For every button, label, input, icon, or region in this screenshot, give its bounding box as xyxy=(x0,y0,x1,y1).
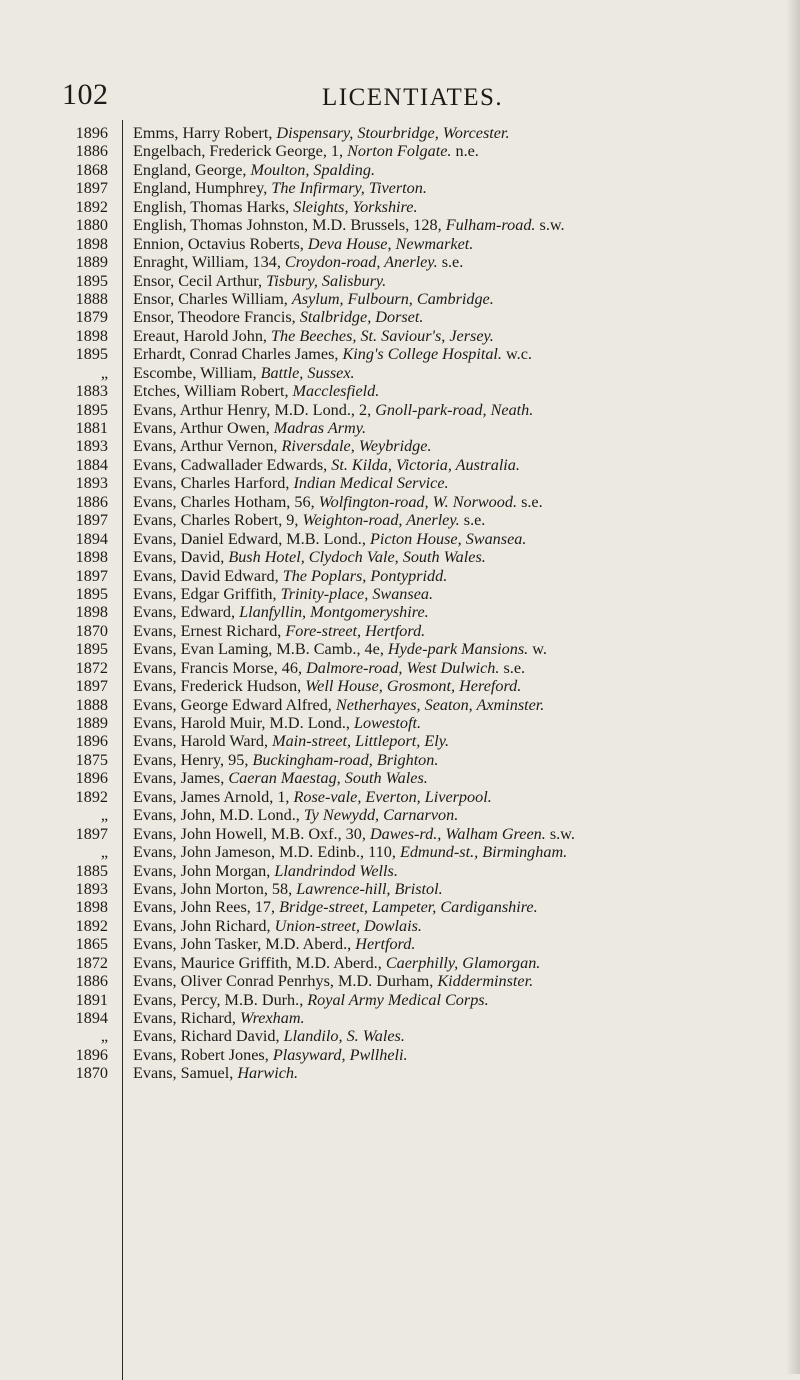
entry-name: Ennion, Octavius Roberts, xyxy=(133,234,308,253)
entry-year: 1894 xyxy=(75,1009,108,1027)
page-edge-shadow xyxy=(786,0,800,1374)
entry-row xyxy=(133,1046,791,1064)
entry-address: Hertford. xyxy=(355,935,416,954)
entry-row xyxy=(133,567,791,585)
entry-address: Plasyward, Pwllheli. xyxy=(272,1045,408,1064)
entry-name: England, Humphrey, xyxy=(133,179,272,198)
entry-address: Wrexham. xyxy=(240,1009,305,1027)
entry-row xyxy=(133,142,791,160)
entry-address: Llanfyllin, Montgomeryshire. xyxy=(239,603,429,622)
entry-address: Fulham-road. xyxy=(445,216,536,235)
entry-name: Engelbach, Frederick George, 1, xyxy=(133,142,348,161)
entry-address: Trinity-place, Swansea. xyxy=(280,584,434,603)
entry-name: Evans, Frederick Hudson, xyxy=(133,677,306,696)
entry-row xyxy=(133,272,791,290)
entry-address: Weighton-road, Anerley. xyxy=(302,511,460,530)
entry-year: 1872 xyxy=(75,658,108,677)
entry-district: n.e. xyxy=(451,142,479,161)
entry-year: 1892 xyxy=(75,916,108,935)
entry-row xyxy=(133,825,791,843)
entry-address: Llandilo, S. Wales. xyxy=(283,1027,405,1046)
entry-year: 1896 xyxy=(75,732,108,751)
entry-year: 1888 xyxy=(75,695,108,714)
entry-address: Picton House, Swansea. xyxy=(369,529,527,548)
entry-year: 1891 xyxy=(75,990,108,1009)
entry-address: King's College Hospital. xyxy=(342,345,502,364)
entry-year: „ xyxy=(100,806,108,825)
entry-row xyxy=(133,751,791,769)
entry-year: 1892 xyxy=(75,787,108,806)
entry-name: Evans, Richard David, xyxy=(133,1027,284,1046)
entry-row xyxy=(133,917,791,935)
entry-row xyxy=(133,437,791,455)
entry-year: 1875 xyxy=(75,750,108,769)
entry-year: 1893 xyxy=(75,879,108,898)
entry-year: 1885 xyxy=(75,861,108,880)
entry-address: Harwich. xyxy=(237,1064,299,1083)
year-column xyxy=(60,124,112,1083)
entry-name: Evans, Arthur Henry, M.D. Lond., 2, xyxy=(133,400,376,419)
entry-name: Evans, Arthur Vernon, xyxy=(133,437,282,456)
entry-address: Croydon-road, Anerley. xyxy=(284,253,438,272)
entry-address: Ty Newydd, Carnarvon. xyxy=(303,806,459,825)
entry-row xyxy=(133,1009,791,1027)
entry-district: s.e. xyxy=(437,253,464,272)
entry-address: Union-street, Dowlais. xyxy=(274,916,422,935)
entry-address: Gnoll-park-road, Neath. xyxy=(375,400,534,419)
entry-year: 1880 xyxy=(75,216,108,235)
entry-address: Well House, Grosmont, Hereford. xyxy=(305,677,522,696)
entry-address: Bridge-street, Lampeter, Cardiganshire. xyxy=(279,898,538,917)
entry-address: Dispensary, Stourbridge, Worcester. xyxy=(276,124,510,142)
entry-name: Emms, Harry Robert, xyxy=(133,124,277,142)
entry-district: w.c. xyxy=(501,345,532,364)
entry-name: Evans, John Morton, 58, xyxy=(133,879,297,898)
entry-year: 1881 xyxy=(75,419,108,437)
entry-name: Evans, George Edward Alfred, xyxy=(133,695,336,714)
entry-row xyxy=(133,972,791,990)
entries-list xyxy=(133,124,791,1083)
entry-row xyxy=(133,235,791,253)
entry-row xyxy=(133,253,791,271)
entry-name: Evans, Charles Harford, xyxy=(133,474,294,493)
entry-year: 1896 xyxy=(75,124,108,142)
entry-address: Indian Medical Service. xyxy=(293,474,449,493)
entry-year: 1886 xyxy=(75,492,108,511)
entry-year: 1884 xyxy=(75,455,108,474)
entry-year: 1886 xyxy=(75,972,108,991)
entry-row xyxy=(133,640,791,658)
entry-row xyxy=(133,1064,791,1082)
entry-name: Evans, Daniel Edward, M.B. Lond., xyxy=(133,529,370,548)
entry-district: s.e. xyxy=(499,658,526,677)
entry-name: Escombe, William, xyxy=(133,363,261,382)
entry-row xyxy=(133,530,791,548)
entry-year: 1898 xyxy=(75,898,108,917)
entry-row xyxy=(133,677,791,695)
entry-address: Edmund-st., Birmingham. xyxy=(399,843,568,862)
entry-name: English, Thomas Harks, xyxy=(133,197,294,216)
entry-year: 1868 xyxy=(75,160,108,179)
entry-address: Netherhayes, Seaton, Axminster. xyxy=(335,695,545,714)
entry-year: 1892 xyxy=(75,197,108,216)
entry-year: 1894 xyxy=(75,529,108,548)
entry-name: Evans, Maurice Griffith, M.D. Aberd., xyxy=(133,953,386,972)
entry-name: Evans, Oliver Conrad Penrhys, M.D. Durham, xyxy=(133,972,438,991)
entry-row xyxy=(133,511,791,529)
entry-name: Ensor, Charles William, xyxy=(133,289,292,308)
entry-year: 1896 xyxy=(75,1045,108,1064)
entry-address: Lawrence-hill, Bristol. xyxy=(296,879,443,898)
entry-district: s.w. xyxy=(545,824,575,843)
entry-name: Etches, William Robert, xyxy=(133,382,293,401)
entry-name: Evans, John, M.D. Lond., xyxy=(133,806,304,825)
entry-name: Evans, John Morgan, xyxy=(133,861,275,880)
entry-name: Evans, Cadwallader Edwards, xyxy=(133,455,332,474)
entry-row xyxy=(133,732,791,750)
entry-year: 1897 xyxy=(75,824,108,843)
entry-year: 1897 xyxy=(75,511,108,530)
entry-name: English, Thomas Johnston, M.D. Brussels, 128, xyxy=(133,216,446,235)
entry-address: Caeran Maestag, South Wales. xyxy=(228,769,428,788)
entry-name: Evans, Harold Ward, xyxy=(133,732,273,751)
entry-address: Fore-street, Hertford. xyxy=(285,621,426,640)
entry-year: 1870 xyxy=(75,621,108,640)
entry-district: s.w. xyxy=(535,216,565,235)
entry-address: Dawes-rd., Walham Green. xyxy=(369,824,546,843)
entry-name: Evans, Francis Morse, 46, xyxy=(133,658,307,677)
entry-name: Evans, Charles Hotham, 56, xyxy=(133,492,319,511)
entry-year: 1897 xyxy=(75,677,108,696)
entry-year: 1893 xyxy=(75,437,108,456)
entry-address: Bush Hotel, Clydoch Vale, South Wales. xyxy=(228,548,486,567)
entry-year: 1897 xyxy=(75,566,108,585)
entry-address: Royal Army Medical Corps. xyxy=(307,990,489,1009)
entry-year: 1883 xyxy=(75,382,108,401)
entry-address: The Beeches, St. Saviour's, Jersey. xyxy=(271,326,494,345)
entry-name: Evans, David, xyxy=(133,548,229,567)
entry-name: Ensor, Theodore Francis, xyxy=(133,308,300,327)
column-rule xyxy=(122,120,123,1380)
entry-name: Evans, John Richard, xyxy=(133,916,275,935)
entry-year: 1897 xyxy=(75,179,108,198)
entry-row xyxy=(133,308,791,326)
entry-year: „ xyxy=(100,1027,108,1046)
entry-address: The Infirmary, Tiverton. xyxy=(271,179,427,198)
entry-year: „ xyxy=(100,843,108,862)
entry-row xyxy=(133,843,791,861)
entry-name: Ereaut, Harold John, xyxy=(133,326,272,345)
entry-row xyxy=(133,216,791,234)
entry-address: Norton Folgate. xyxy=(347,142,452,161)
entry-address: Moulton, Spalding. xyxy=(250,160,376,179)
entry-name: Evans, David Edward, xyxy=(133,566,283,585)
entry-address: St. Kilda, Victoria, Australia. xyxy=(331,455,520,474)
entry-row xyxy=(133,862,791,880)
entry-name: Evans, Richard, xyxy=(133,1009,240,1027)
entry-name: Evans, John Howell, M.B. Oxf., 30, xyxy=(133,824,370,843)
entry-year: 1870 xyxy=(75,1064,108,1083)
running-head: LICENTIATES. xyxy=(322,84,504,111)
entry-row xyxy=(133,991,791,1009)
entry-row xyxy=(133,382,791,400)
entry-name: Evans, Samuel, xyxy=(133,1064,238,1083)
entry-row xyxy=(133,806,791,824)
entry-name: Evans, Henry, 95, xyxy=(133,750,253,769)
entry-year: 1898 xyxy=(75,548,108,567)
entry-address: Tisbury, Salisbury. xyxy=(266,271,387,290)
entry-name: Evans, Charles Robert, 9, xyxy=(133,511,303,530)
entry-name: Evans, James Arnold, 1, xyxy=(133,787,294,806)
entry-address: Rose-vale, Everton, Liverpool. xyxy=(293,787,492,806)
entry-name: Enraght, William, 134, xyxy=(133,253,285,272)
entry-name: Ensor, Cecil Arthur, xyxy=(133,271,267,290)
entry-year: 1888 xyxy=(75,289,108,308)
entry-name: Evans, John Jameson, M.D. Edinb., 110, xyxy=(133,843,400,862)
entry-address: Caerphilly, Glamorgan. xyxy=(385,953,541,972)
entry-year: 1895 xyxy=(75,271,108,290)
entry-name: Evans, Edward, xyxy=(133,603,240,622)
entry-name: Evans, Edgar Griffith, xyxy=(133,584,281,603)
entry-row xyxy=(133,401,791,419)
entry-address: Kidderminster. xyxy=(437,972,534,991)
entry-name: Evans, Ernest Richard, xyxy=(133,621,286,640)
entry-address: Hyde-park Mansions. xyxy=(387,640,529,659)
entry-address: Wolfington-road, W. Norwood. xyxy=(318,492,518,511)
entry-row xyxy=(133,769,791,787)
entry-district: s.e. xyxy=(459,511,486,530)
entry-row xyxy=(133,290,791,308)
entry-address: Stalbridge, Dorset. xyxy=(299,308,424,327)
entry-name: Evans, Evan Laming, M.B. Camb., 4e, xyxy=(133,640,388,659)
entry-row xyxy=(133,419,791,437)
entry-row xyxy=(133,198,791,216)
entry-year: 1898 xyxy=(75,326,108,345)
entry-row xyxy=(133,714,791,732)
entry-year: 1889 xyxy=(75,253,108,272)
entry-name: Evans, Harold Muir, M.D. Lond., xyxy=(133,714,355,732)
entry-row xyxy=(133,696,791,714)
entry-year: 1896 xyxy=(75,769,108,788)
entry-district: w. xyxy=(528,640,547,659)
entry-year: 1879 xyxy=(75,308,108,327)
entry-row xyxy=(133,124,791,142)
entry-year: 1898 xyxy=(75,603,108,622)
entry-row xyxy=(133,585,791,603)
entry-row xyxy=(133,659,791,677)
entry-year: 1886 xyxy=(75,142,108,161)
entry-address: Dalmore-road, West Dulwich. xyxy=(306,658,500,677)
entry-year: 1889 xyxy=(75,714,108,732)
entry-address: Riversdale, Weybridge. xyxy=(281,437,432,456)
entry-name: Evans, Arthur Owen, xyxy=(133,419,274,437)
entry-year: „ xyxy=(100,363,108,382)
entry-year: 1865 xyxy=(75,935,108,954)
entry-row xyxy=(133,788,791,806)
entry-year: 1895 xyxy=(75,400,108,419)
entry-row xyxy=(133,456,791,474)
entry-row xyxy=(133,493,791,511)
entry-address: Macclesfield. xyxy=(292,382,380,401)
entry-row xyxy=(133,345,791,363)
entry-year: 1893 xyxy=(75,474,108,493)
entry-row xyxy=(133,327,791,345)
entry-name: England, George, xyxy=(133,160,251,179)
entry-address: Buckingham-road, Brighton. xyxy=(252,750,439,769)
entry-row xyxy=(133,898,791,916)
entry-row xyxy=(133,1027,791,1045)
entry-row xyxy=(133,603,791,621)
entry-name: Evans, James, xyxy=(133,769,229,788)
page-number: 102 xyxy=(62,78,109,111)
entry-address: Madras Army. xyxy=(273,419,367,437)
entry-year: 1898 xyxy=(75,234,108,253)
entry-address: Lowestoft. xyxy=(354,714,422,732)
entry-address: Main-street, Littleport, Ely. xyxy=(272,732,450,751)
entry-row xyxy=(133,179,791,197)
entry-address: Llandrindod Wells. xyxy=(274,861,398,880)
entry-row xyxy=(133,364,791,382)
entry-name: Evans, John Rees, 17, xyxy=(133,898,280,917)
entry-district: s.e. xyxy=(517,492,543,511)
entry-address: Sleights, Yorkshire. xyxy=(293,197,418,216)
entry-address: The Poplars, Pontypridd. xyxy=(282,566,448,585)
entry-row xyxy=(133,161,791,179)
entry-row xyxy=(133,954,791,972)
entry-name: Evans, John Tasker, M.D. Aberd., xyxy=(133,935,356,954)
entry-name: Erhardt, Conrad Charles James, xyxy=(133,345,343,364)
entry-row xyxy=(133,548,791,566)
entry-row xyxy=(133,880,791,898)
entry-year: 1895 xyxy=(75,640,108,659)
entry-address: Asylum, Fulbourn, Cambridge. xyxy=(291,289,494,308)
entry-row xyxy=(133,622,791,640)
entry-name: Evans, Robert Jones, xyxy=(133,1045,273,1064)
entry-address: Deva House, Newmarket. xyxy=(307,234,474,253)
entry-year: 1895 xyxy=(75,345,108,364)
entry-row xyxy=(133,474,791,492)
entry-year: 1872 xyxy=(75,953,108,972)
entry-row xyxy=(133,935,791,953)
entry-address: Battle, Sussex. xyxy=(260,363,355,382)
entry-year: 1895 xyxy=(75,584,108,603)
entry-name: Evans, Percy, M.B. Durh., xyxy=(133,990,308,1009)
